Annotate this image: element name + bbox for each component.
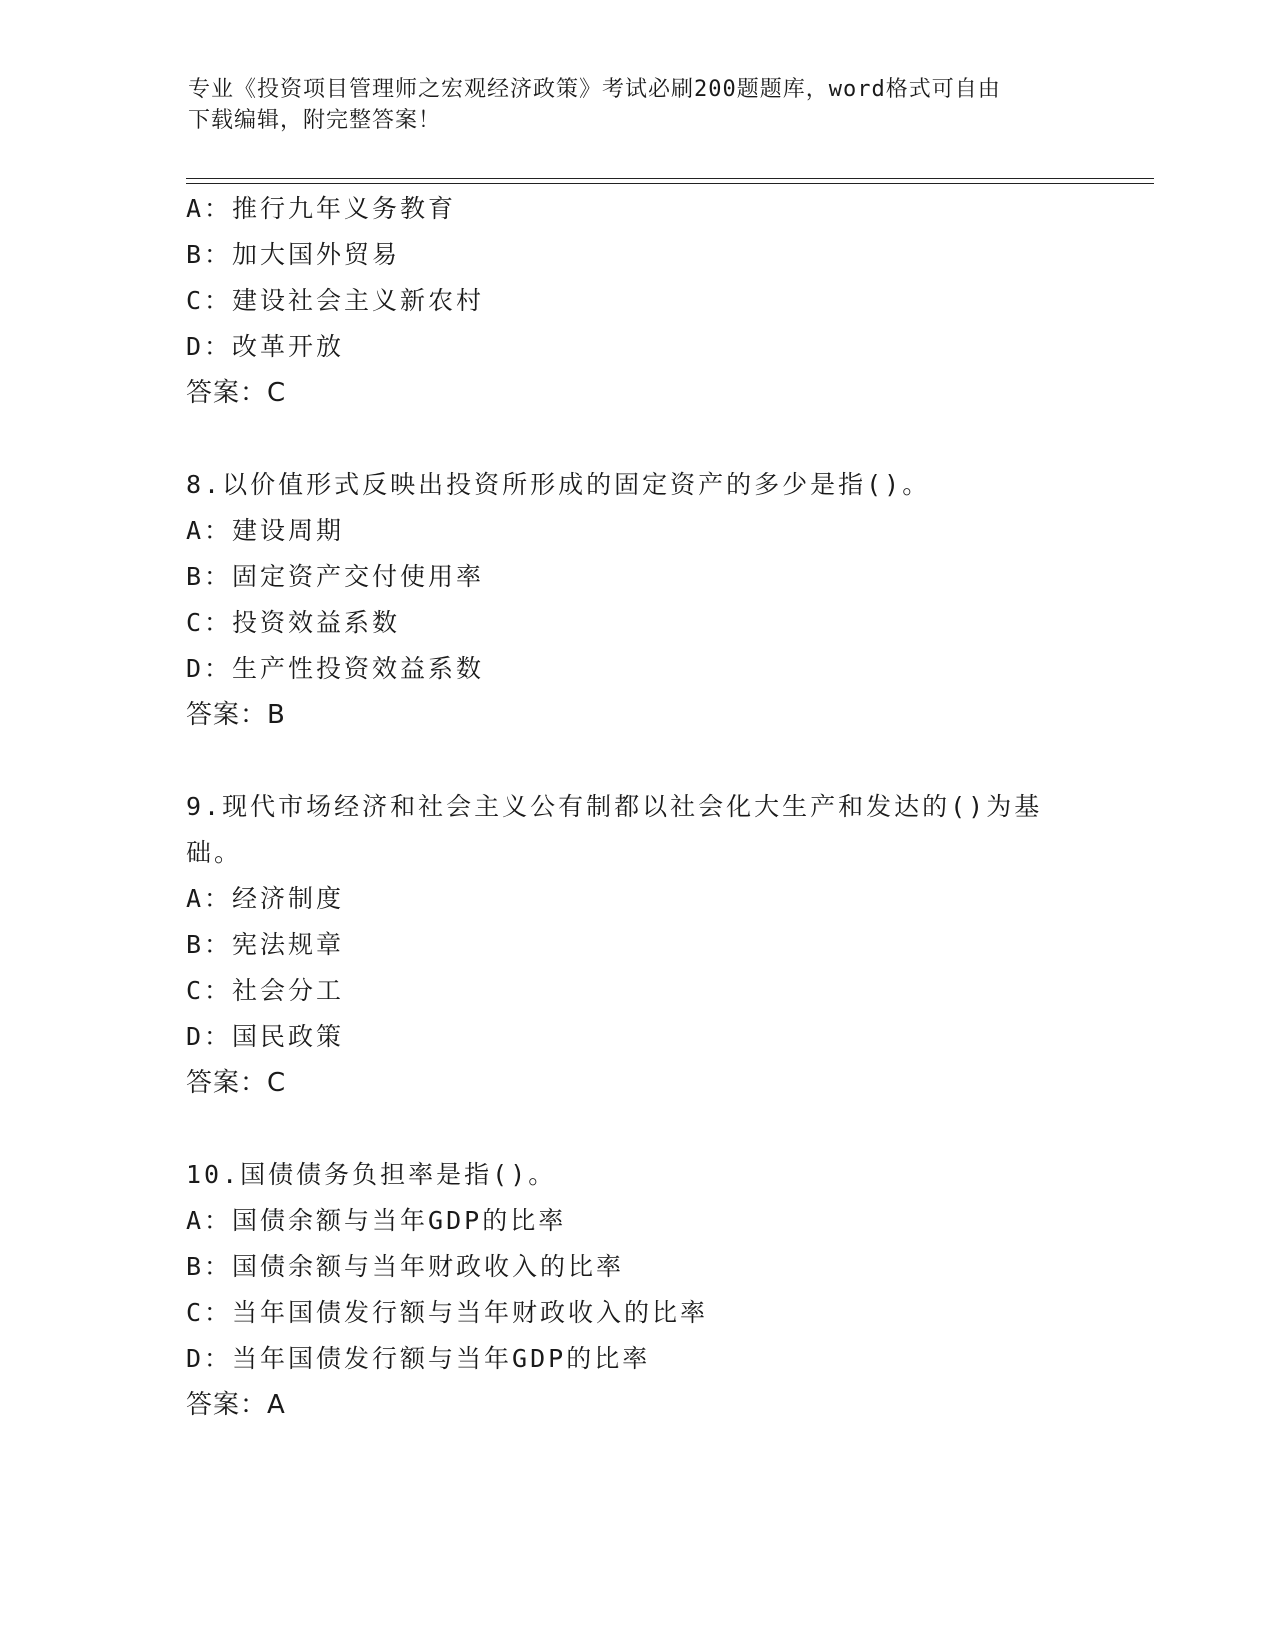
- question-list: [186, 186, 1086, 1428]
- spacer: [186, 1106, 1086, 1152]
- option-a: A：经济制度: [186, 884, 345, 913]
- option-a: A：建设周期: [186, 516, 345, 545]
- question-text: 8.以价值形式反映出投资所形成的固定资产的多少是指()。: [186, 470, 931, 499]
- option-c: C：社会分工: [186, 976, 345, 1005]
- question-text-line-1: 9.现代市场经济和社会主义公有制都以社会化大生产和发达的()为基: [186, 792, 1043, 821]
- header-line-2: 下载编辑，附完整答案！: [188, 108, 442, 133]
- answer: 答案：A: [186, 1390, 286, 1420]
- option-d: D：国民政策: [186, 1022, 345, 1051]
- option-a: A：推行九年义务教育: [186, 194, 457, 223]
- spacer: [186, 738, 1086, 784]
- option-a: A：国债余额与当年GDP的比率: [186, 1206, 567, 1235]
- option-c: C：投资效益系数: [186, 608, 401, 637]
- option-c: C：建设社会主义新农村: [186, 286, 485, 315]
- header-divider-top: [186, 178, 1154, 179]
- question-text-line-2: 础。: [186, 838, 243, 867]
- option-c: C：当年国债发行额与当年财政收入的比率: [186, 1298, 709, 1327]
- header-divider-bottom: [186, 183, 1154, 184]
- option-d: D：改革开放: [186, 332, 345, 361]
- document-header: [188, 74, 1068, 136]
- option-b: B：宪法规章: [186, 930, 345, 959]
- question-7: [186, 186, 1086, 416]
- question-10: [186, 1152, 1086, 1428]
- option-d: D：当年国债发行额与当年GDP的比率: [186, 1344, 651, 1373]
- option-b: B：固定资产交付使用率: [186, 562, 485, 591]
- question-9: [186, 784, 1086, 1106]
- header-line-1: 专业《投资项目管理师之宏观经济政策》考试必刷200题题库，word格式可自由: [188, 77, 1001, 102]
- option-d: D：生产性投资效益系数: [186, 654, 485, 683]
- option-b: B：国债余额与当年财政收入的比率: [186, 1252, 625, 1281]
- spacer: [186, 416, 1086, 462]
- answer: 答案：C: [186, 378, 287, 408]
- answer: 答案：C: [186, 1068, 287, 1098]
- answer: 答案：B: [186, 700, 286, 730]
- question-text: 10.国债债务负担率是指()。: [186, 1160, 557, 1189]
- question-8: [186, 462, 1086, 738]
- option-b: B：加大国外贸易: [186, 240, 401, 269]
